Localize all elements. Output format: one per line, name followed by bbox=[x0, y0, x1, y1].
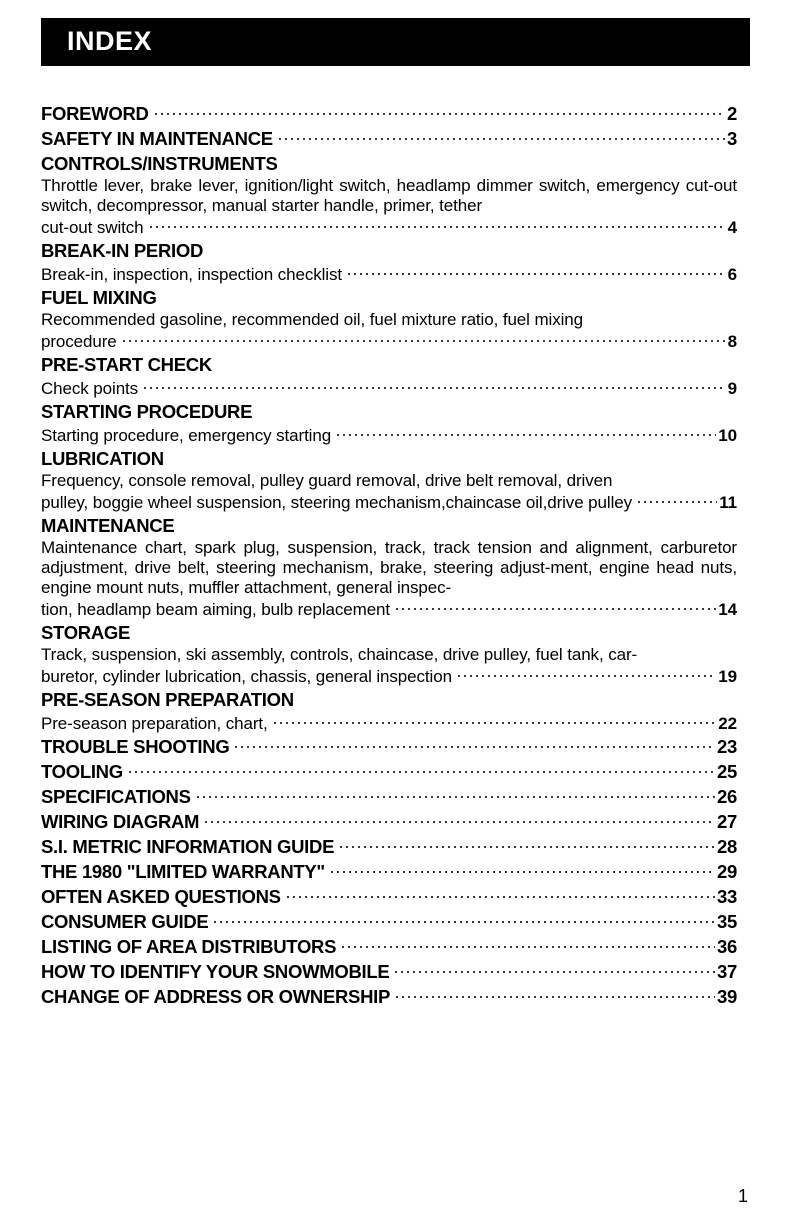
toc-page-number: 8 bbox=[727, 332, 737, 351]
toc-page-number: 11 bbox=[719, 493, 737, 512]
page-number: 1 bbox=[737, 1186, 748, 1206]
leader-dots bbox=[195, 785, 715, 804]
toc-entry bbox=[41, 884, 737, 909]
toc-heading: PRE-SEASON PREPARATION bbox=[41, 689, 294, 710]
toc-page-number: 35 bbox=[717, 911, 737, 932]
toc-entry bbox=[41, 734, 737, 759]
toc-page-number: 33 bbox=[717, 886, 737, 907]
toc-description: Throttle lever, brake lever, ignition/light switch, headlamp dimmer switch, emergency cut-out switch, decompressor, manual starter handle, primer, tether bbox=[41, 176, 737, 215]
toc-entry bbox=[41, 513, 737, 620]
toc-entry bbox=[41, 784, 737, 809]
toc-heading: TOOLING bbox=[41, 761, 123, 782]
index-banner bbox=[41, 18, 750, 66]
toc-page-number: 9 bbox=[727, 379, 737, 398]
toc-description-last-line: Starting procedure, emergency starting bbox=[41, 426, 332, 445]
toc-entry bbox=[41, 399, 737, 446]
toc-entry bbox=[41, 151, 737, 238]
toc-entry bbox=[41, 809, 737, 834]
toc-entry bbox=[41, 620, 737, 687]
toc-page-number: 19 bbox=[718, 667, 737, 686]
toc-page-number: 28 bbox=[717, 836, 737, 857]
toc-heading: FOREWORD bbox=[41, 103, 149, 124]
toc-heading: TROUBLE SHOOTING bbox=[41, 736, 230, 757]
toc-heading: STORAGE bbox=[41, 622, 131, 643]
toc-description-last-line: pulley, boggie wheel suspension, steering mechanism,chaincase oil,drive pulley bbox=[41, 493, 633, 512]
leader-dots bbox=[212, 910, 715, 929]
leader-dots bbox=[203, 810, 715, 829]
toc-entry bbox=[41, 687, 737, 734]
toc-description-last-line: cut-out switch bbox=[41, 218, 144, 237]
toc-entry bbox=[41, 101, 737, 126]
toc-heading: SAFETY IN MAINTENANCE bbox=[41, 128, 273, 149]
toc-entry bbox=[41, 126, 737, 151]
toc-description-last-line: buretor, cylinder lubrication, chassis, general inspection bbox=[41, 667, 452, 686]
toc-entry bbox=[41, 859, 737, 884]
toc-page-number: 6 bbox=[727, 265, 737, 284]
toc-description-last-line: Break-in, inspection, inspection checklist bbox=[41, 265, 343, 284]
toc-heading: FUEL MIXING bbox=[41, 287, 157, 308]
toc-page-number: 4 bbox=[727, 218, 737, 237]
toc-entry bbox=[41, 959, 737, 984]
toc-description-last-line: Pre-season preparation, chart, bbox=[41, 714, 268, 733]
leader-dots bbox=[340, 935, 715, 954]
leader-dots bbox=[277, 127, 725, 146]
table-of-contents bbox=[41, 101, 737, 1009]
leader-dots bbox=[393, 960, 715, 979]
leader-dots bbox=[233, 735, 715, 754]
toc-heading: SPECIFICATIONS bbox=[41, 786, 191, 807]
toc-entry bbox=[41, 984, 737, 1009]
toc-heading: WIRING DIAGRAM bbox=[41, 811, 200, 832]
toc-entry bbox=[41, 446, 737, 513]
toc-entry bbox=[41, 834, 737, 859]
toc-description-last-line: Check points bbox=[41, 379, 139, 398]
leader-dots bbox=[285, 885, 715, 904]
toc-description-last-line: tion, headlamp beam aiming, bulb replacement bbox=[41, 600, 391, 619]
toc-page-number: 37 bbox=[717, 961, 737, 982]
toc-heading: MAINTENANCE bbox=[41, 515, 175, 536]
leader-dots bbox=[121, 330, 726, 347]
toc-description-last-line: procedure bbox=[41, 332, 117, 351]
toc-description: Recommended gasoline, recommended oil, fuel mixture ratio, fuel mixing bbox=[41, 310, 583, 329]
toc-page-number: 25 bbox=[717, 761, 737, 782]
leader-dots bbox=[148, 216, 726, 233]
toc-heading: S.I. METRIC INFORMATION GUIDE bbox=[41, 836, 335, 857]
toc-page-number: 26 bbox=[717, 786, 737, 807]
toc-heading: HOW TO IDENTIFY YOUR SNOWMOBILE bbox=[41, 961, 390, 982]
toc-page-number: 36 bbox=[717, 936, 737, 957]
toc-heading: OFTEN ASKED QUESTIONS bbox=[41, 886, 281, 907]
toc-entry bbox=[41, 934, 737, 959]
toc-page-number: 14 bbox=[718, 600, 737, 619]
toc-heading: STARTING PROCEDURE bbox=[41, 401, 253, 422]
toc-page-number: 22 bbox=[718, 714, 737, 733]
toc-page-number: 2 bbox=[727, 103, 737, 124]
toc-heading: CONTROLS/INSTRUMENTS bbox=[41, 153, 278, 174]
toc-entry bbox=[41, 759, 737, 784]
toc-page-number: 29 bbox=[717, 861, 737, 882]
leader-dots bbox=[272, 712, 717, 729]
toc-entry bbox=[41, 909, 737, 934]
toc-entry bbox=[41, 285, 737, 352]
toc-heading: LISTING OF AREA DISTRIBUTORS bbox=[41, 936, 337, 957]
page-title: INDEX bbox=[67, 26, 153, 56]
leader-dots bbox=[346, 263, 726, 280]
toc-heading: BREAK-IN PERIOD bbox=[41, 240, 204, 261]
toc-page-number: 10 bbox=[718, 426, 737, 445]
toc-page-number: 23 bbox=[717, 736, 737, 757]
toc-description: Frequency, console removal, pulley guard removal, drive belt removal, driven bbox=[41, 471, 613, 490]
leader-dots bbox=[456, 665, 716, 682]
leader-dots bbox=[338, 835, 715, 854]
leader-dots bbox=[127, 760, 715, 779]
leader-dots bbox=[636, 491, 717, 508]
leader-dots bbox=[329, 860, 715, 879]
toc-heading: LUBRICATION bbox=[41, 448, 164, 469]
leader-dots bbox=[394, 985, 715, 1004]
toc-heading: PRE-START CHECK bbox=[41, 354, 212, 375]
leader-dots bbox=[142, 377, 726, 394]
toc-entry bbox=[41, 238, 737, 285]
toc-description: Track, suspension, ski assembly, controls, chaincase, drive pulley, fuel tank, car- bbox=[41, 645, 638, 664]
leader-dots bbox=[335, 424, 716, 441]
leader-dots bbox=[394, 598, 716, 615]
toc-page-number: 27 bbox=[717, 811, 737, 832]
toc-entry bbox=[41, 352, 737, 399]
toc-heading: THE 1980 "LIMITED WARRANTY" bbox=[41, 861, 325, 882]
toc-page-number: 3 bbox=[727, 128, 737, 149]
toc-heading: CONSUMER GUIDE bbox=[41, 911, 209, 932]
toc-page-number: 39 bbox=[717, 986, 737, 1007]
leader-dots bbox=[153, 102, 725, 121]
toc-heading: CHANGE OF ADDRESS OR OWNERSHIP bbox=[41, 986, 391, 1007]
toc-description: Maintenance chart, spark plug, suspension, track, track tension and alignment, carburetor adjustment, drive belt, steering mechanism, brake, steering adjust-ment, engine head nuts, engine mount nuts, muffler attachment, general inspec- bbox=[41, 538, 737, 597]
